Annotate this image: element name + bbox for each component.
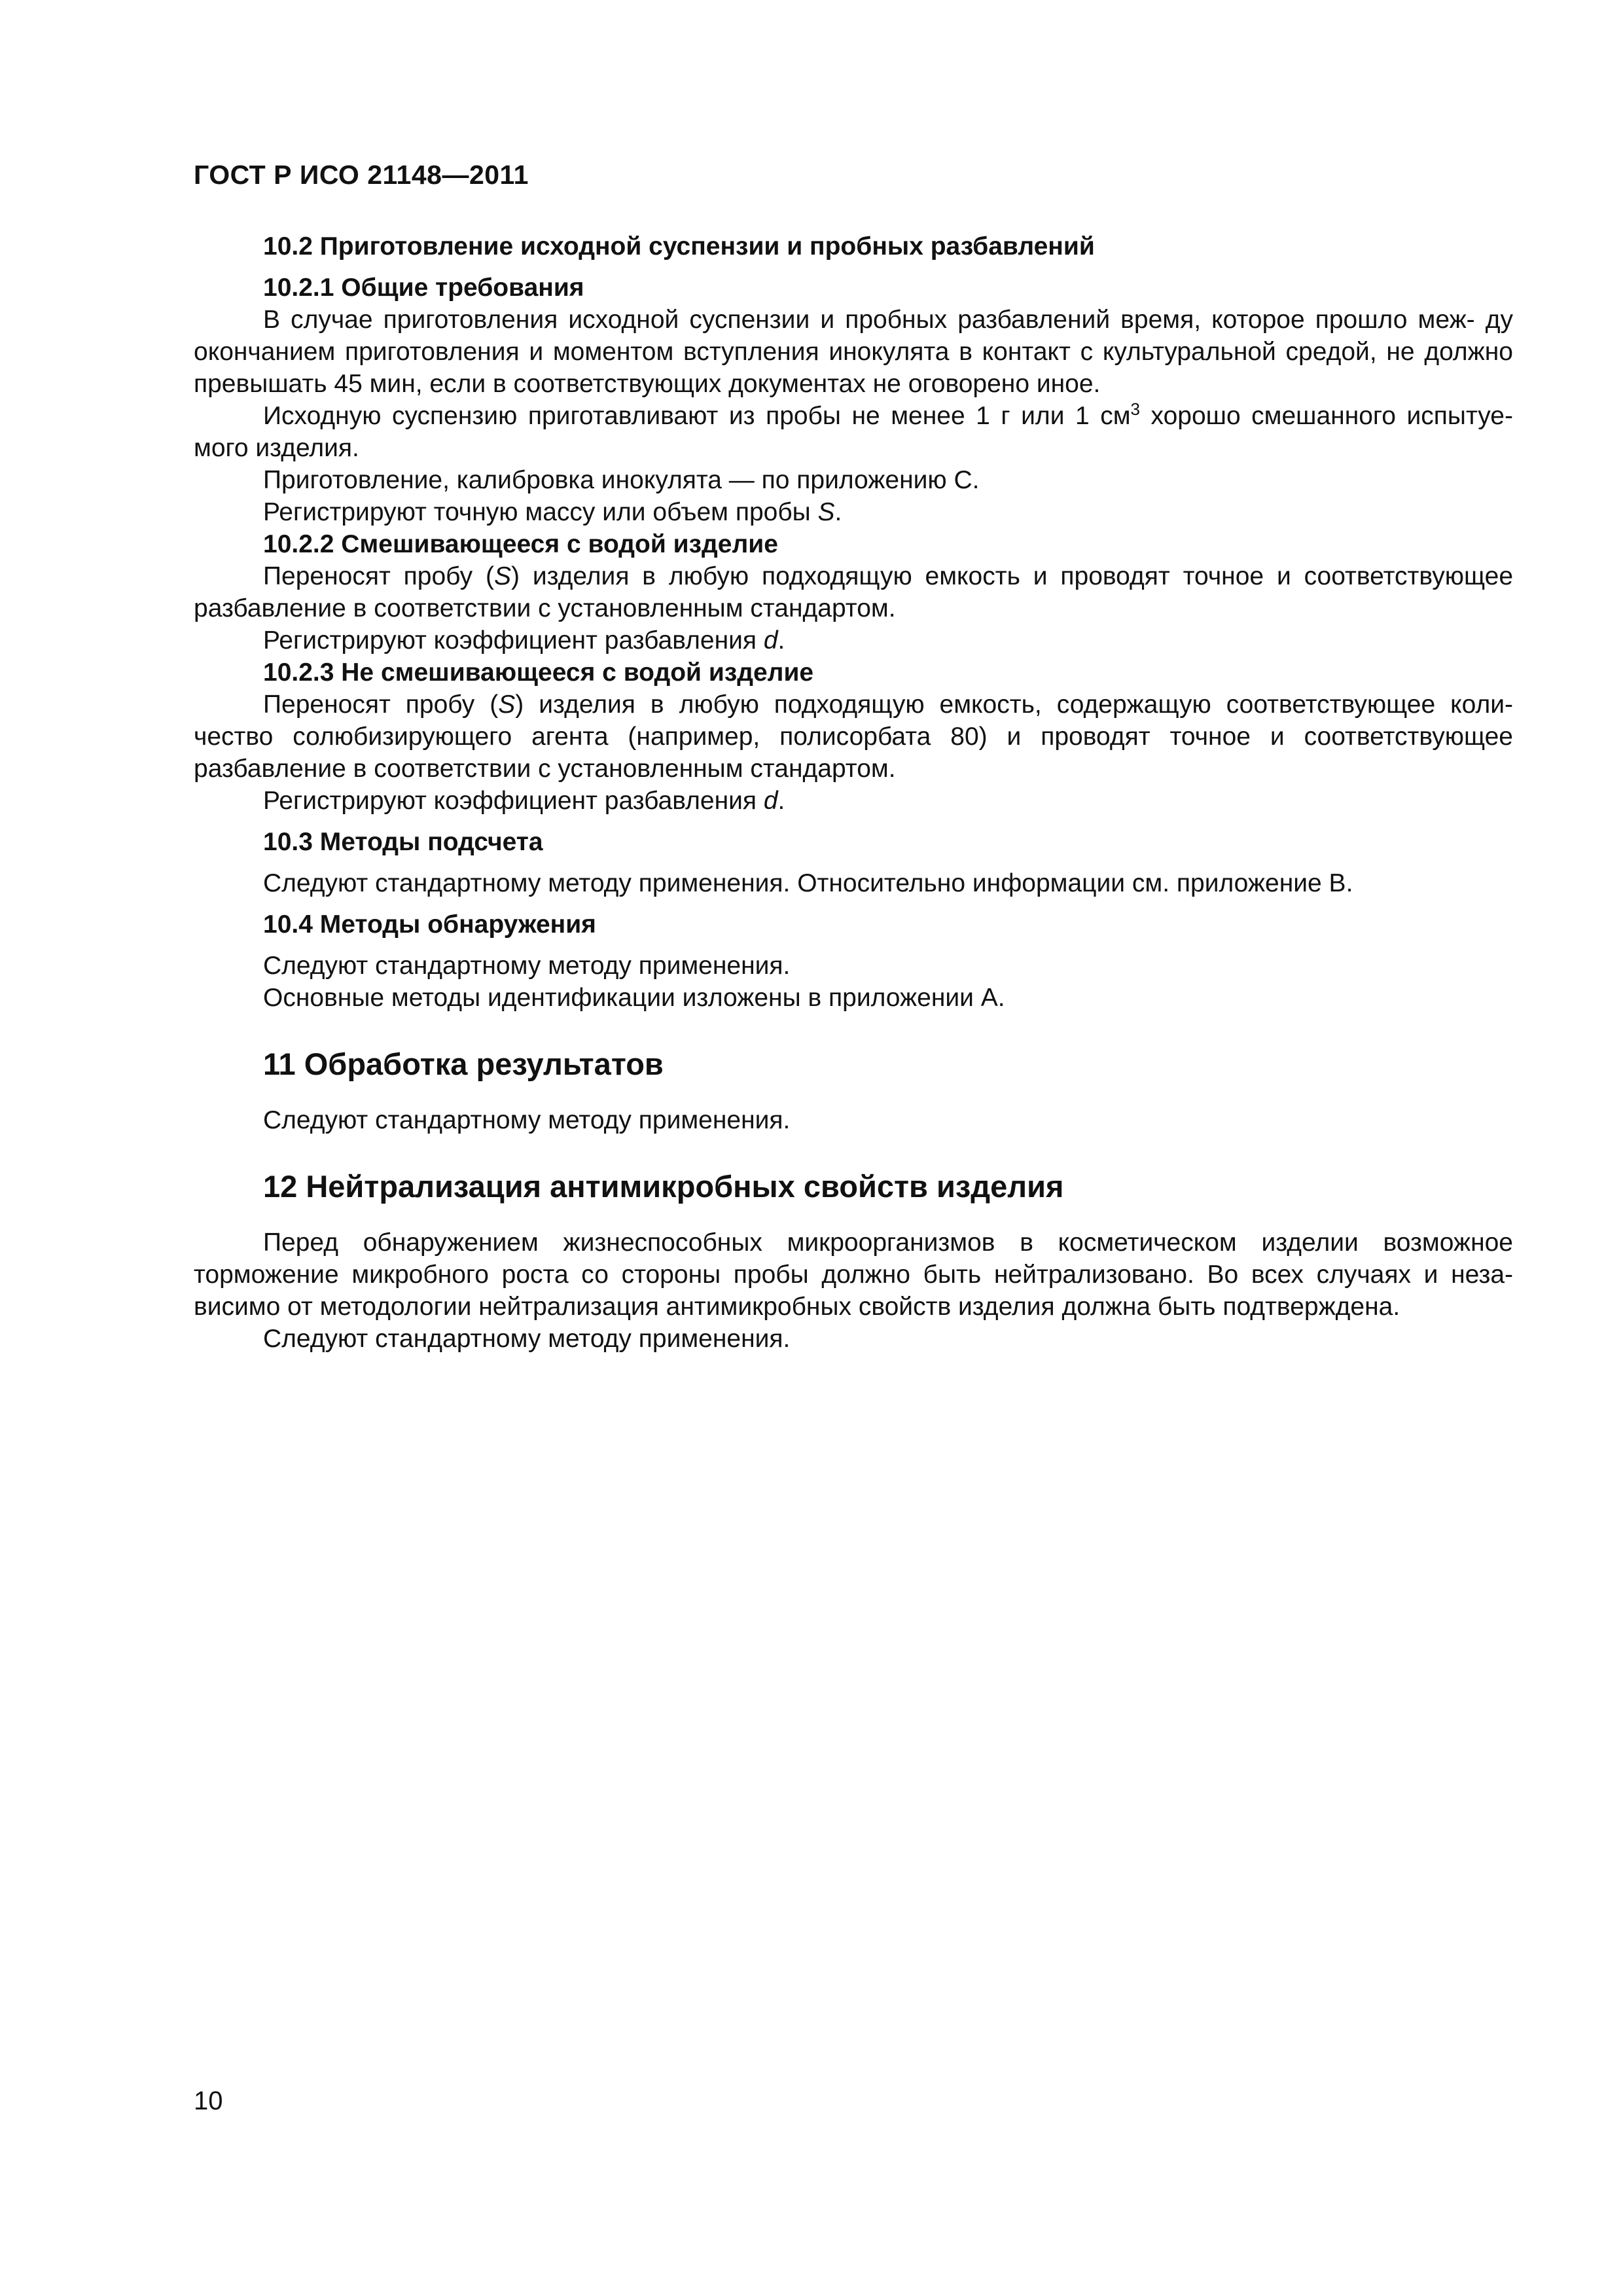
paragraph: Приготовление, калибровка инокулята — по приложению С.	[263, 466, 980, 494]
section-10-2-3-heading: 10.2.3 Не смешивающееся с водой изделие	[263, 658, 814, 687]
section-10-2-1-heading: 10.2.1 Общие требования	[263, 274, 584, 302]
section-10-2-heading: 10.2 Приготовление исходной суспензии и пробных разбавлений	[263, 232, 1095, 260]
paragraph: Следуют стандартному методу применения. Относительно информации см. приложение В.	[263, 869, 1353, 897]
text-span: .	[777, 626, 785, 655]
paragraph	[194, 689, 1513, 785]
paragraph: Следуют стандартному методу применения.	[263, 1325, 791, 1353]
paragraph: Основные методы идентификации изложены в приложении А.	[263, 984, 1005, 1012]
text-span: хорошо смешанного испытуе- мого изделия.	[194, 402, 1513, 462]
section-10-3-heading: 10.3 Методы подсчета	[263, 828, 543, 856]
text-span: Переносят пробу (	[263, 562, 494, 590]
variable: S	[817, 498, 835, 526]
paragraph	[194, 496, 1513, 528]
paragraph	[194, 624, 1513, 656]
paragraph	[194, 560, 1513, 624]
paragraph: В случае приготовления исходной суспензии и пробных разбавлений время, которое прошло меж- ду окончанием приготовления и моментом вступления инокулята в контакт с культуральной средой, не должно превышать 45 мин, если в соответствующих документах не оговорено иное.	[194, 306, 1513, 398]
paragraph: Следуют стандартному методу применения.	[263, 952, 791, 980]
variable: d	[763, 626, 778, 655]
text-span: .	[777, 787, 785, 815]
text-span: Регистрируют точную массу или объем пробы	[263, 498, 818, 526]
superscript: 3	[1130, 399, 1141, 419]
paragraph: Перед обнаружением жизнеспособных микроорганизмов в косметическом изделии возможное торможение микробного роста со стороны пробы должно быть нейтрализовано. Во всех случаях и неза- висимо от методологии нейтрализация антимикробных свойств изделия должна быть подтверждена.	[194, 1229, 1513, 1321]
text-span: ) изделия в любую подходящую емкость и проводят точное и соответствующее разбавление в соответствии с установленным стандартом.	[194, 562, 1514, 622]
variable: S	[493, 562, 511, 590]
section-11-heading: 11 Обработка результатов	[263, 1047, 664, 1081]
section-12-heading: 12 Нейтрализация антимикробных свойств изделия	[263, 1169, 1064, 1204]
text-span: Регистрируют коэффициент разбавления	[263, 787, 764, 815]
variable: d	[763, 787, 778, 815]
text-span: Регистрируют коэффициент разбавления	[263, 626, 764, 655]
paragraph	[194, 400, 1513, 464]
text-span: Исходную суспензию приготавливают из пробы не менее 1 г или 1 см	[263, 402, 1131, 430]
text-span: Переносят пробу (	[263, 691, 499, 719]
paragraph	[194, 785, 1513, 817]
page-number: 10	[194, 2087, 223, 2115]
variable: S	[498, 691, 516, 719]
document-code-header: ГОСТ Р ИСО 21148—2011	[194, 160, 529, 190]
section-10-4-heading: 10.4 Методы обнаружения	[263, 910, 596, 939]
document-body	[194, 230, 1513, 1355]
section-10-2-2-heading: 10.2.2 Смешивающееся с водой изделие	[263, 530, 778, 558]
text-span: .	[834, 498, 842, 526]
paragraph: Следуют стандартному методу применения.	[263, 1106, 791, 1134]
text-span: ) изделия в любую подходящую емкость, содержащую соответствующее коли- чество солюбизирующего агента (например, полисорбата 80) и проводят точное и соответствующее разбавление в соответствии с установленным стандартом.	[194, 691, 1513, 783]
